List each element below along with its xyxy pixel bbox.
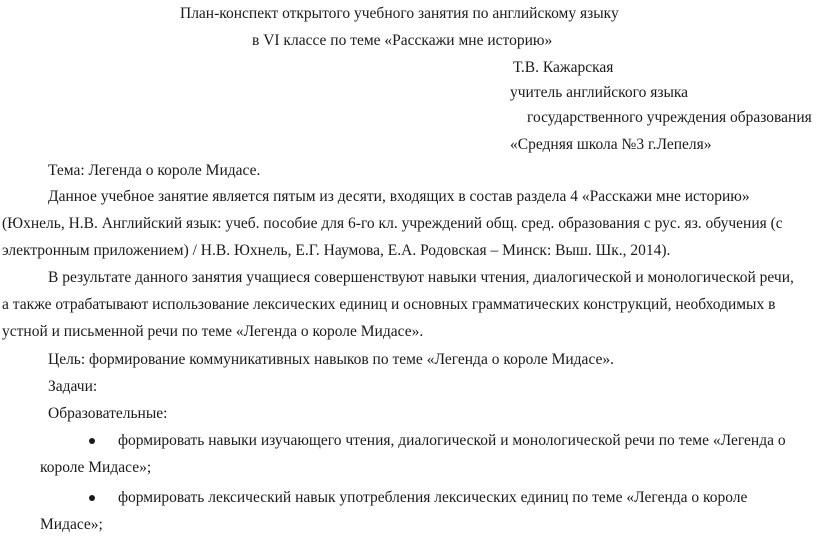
list-item-line-2: короле Мидасе»; (40, 459, 152, 476)
paragraph-1-line-1: Данное учебное занятие является пятым из десяти, входящих в состав раздела 4 «Расскажи мне историю» (48, 188, 750, 205)
educational-tasks-label: Образовательные: (48, 405, 168, 422)
paragraph-1-line-3: электронным приложением) / Н.В. Юхнель, Е.Г. Наумова, Е.А. Родовская – Минск: Выш. Шк., 2014). (2, 242, 671, 259)
document-title-line-2: в VI классе по теме «Расскажи мне историю» (252, 32, 553, 49)
author-institution-line-2: «Средняя школа №3 г.Лепеля» (510, 136, 712, 153)
author-institution-line-1: государственного учреждения образования (527, 109, 812, 126)
lesson-topic: Тема: Легенда о короле Мидасе. (48, 162, 261, 179)
author-name: Т.В. Кажарская (513, 59, 614, 76)
bullet-icon (89, 438, 95, 444)
paragraph-2-line-3: устной и письменной речи по теме «Легенда о короле Мидасе». (2, 323, 424, 340)
paragraph-1-line-2: (Юхнель, Н.В. Английский язык: учеб. пособие для 6-го кл. учреждений общ. сред. образования с рус. яз. обучения (с (2, 215, 783, 232)
lesson-goal: Цель: формирование коммуникативных навыков по теме «Легенда о короле Мидасе». (48, 351, 615, 368)
paragraph-2-line-1: В результате данного занятия учащиеся совершенствуют навыки чтения, диалогической и монологической речи, (48, 269, 794, 286)
tasks-label: Задачи: (48, 378, 98, 395)
paragraph-2-line-2: а также отрабатывают использование лексических единиц и основных грамматических конструкций, необходимых в (2, 296, 776, 313)
author-position: учитель английского языка (510, 84, 689, 101)
bullet-icon (89, 495, 95, 501)
list-item-line-2: Мидасе»; (40, 516, 103, 533)
document-title-line-1: План-конспект открытого учебного занятия по английскому языку (180, 5, 619, 22)
list-item-line-1: формировать навыки изучающего чтения, диалогической и монологической речи по теме «Легенда о (118, 432, 786, 449)
list-item-line-1: формировать лексический навык употребления лексических единиц по теме «Легенда о короле (118, 489, 748, 506)
